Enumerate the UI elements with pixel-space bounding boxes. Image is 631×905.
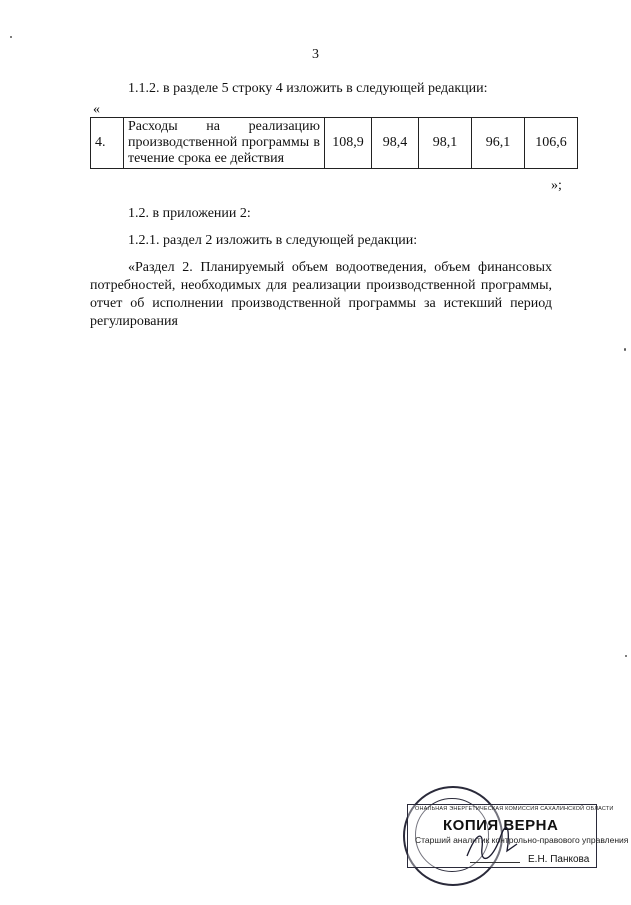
signature-line <box>470 862 520 863</box>
signature-icon <box>462 826 522 866</box>
scan-speck <box>624 348 626 351</box>
stamp-organization: ОНАЛЬНАЯ ЭНЕРГЕТИЧЕСКАЯ КОМИССИЯ САХАЛИНСКОЙ ОБЛАСТИ <box>415 806 614 812</box>
program-table <box>90 117 578 169</box>
value-cell: 98,4 <box>372 118 419 169</box>
scan-speck <box>10 36 12 38</box>
stamp-title: КОПИЯ ВЕРНА <box>443 817 559 834</box>
table-row <box>91 118 578 169</box>
value-cell: 98,1 <box>419 118 472 169</box>
stamp-name: Е.Н. Панкова <box>528 854 590 865</box>
value-cell: 96,1 <box>472 118 525 169</box>
value-cell: 106,6 <box>525 118 578 169</box>
amendment-1-2-1: 1.2.1. раздел 2 изложить в следующей редакции: <box>128 233 418 248</box>
value-cell: 108,9 <box>325 118 372 169</box>
section-2-paragraph <box>90 259 552 331</box>
quote-open: « <box>93 102 100 117</box>
quote-close: »; <box>551 178 562 193</box>
scan-speck <box>625 655 627 657</box>
amendment-1-2: 1.2. в приложении 2: <box>128 206 251 221</box>
section-2-text: «Раздел 2. Планируемый объем водоотведения, объем финансовых потребностей, необходимых для реализации производственной программы, отчет об исполнении производственной программы за истекший период регулирования <box>90 260 552 329</box>
row-description: Расходы на реализацию производственной программы в течение срока ее действия <box>124 118 325 169</box>
row-number: 4. <box>91 118 124 169</box>
page-number: 3 <box>312 47 319 62</box>
amendment-1-1-2: 1.1.2. в разделе 5 строку 4 изложить в следующей редакции: <box>128 81 488 96</box>
stamp-position: Старший аналитик контрольно-правового управления <box>415 835 629 845</box>
